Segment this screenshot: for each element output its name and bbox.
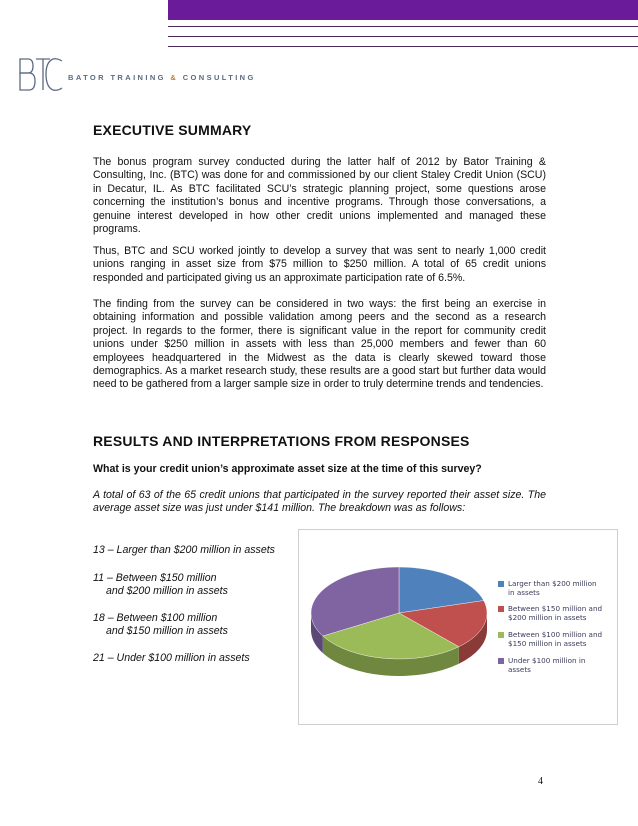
asset-size-pie-chart — [298, 529, 618, 725]
legend-label-line: Under $100 million in — [508, 656, 586, 665]
executive-summary-heading: EXECUTIVE SUMMARY — [93, 122, 252, 138]
legend-label-line: assets — [508, 665, 531, 674]
company-name-part2: CONSULTING — [182, 73, 256, 82]
executive-summary-paragraph-2: Thus, BTC and SCU worked jointly to develop a survey that was sent to nearly 1,000 credit unions ranging in asset size from $75 million to $250 million. A total of 65 credit unions responded and participated giving us an approximate participation rate of 6.5%. — [93, 245, 546, 284]
breakdown-item — [93, 544, 275, 557]
btc-logo-mark — [18, 56, 64, 96]
breakdown-line: 11 – Between $150 million — [93, 572, 217, 584]
breakdown-line: 21 – Under $100 million in assets — [93, 652, 250, 664]
breakdown-item — [93, 612, 228, 639]
executive-summary-paragraph-3: The finding from the survey can be considered in two ways: the first being an exercise in obtaining information and possible validation among peers and the second as a research project. In regards to the former, there is significant value in the report for community credit unions under $250 million in assets with less than 25,000 members and fewer than 60 employees headquartered in the Midwest as the data is clearly skewed toward those demographics. As a market research study, these results are a good start but further data would need to be gathered from a larger sample size in order to truly determine trends and tendencies. — [93, 298, 546, 391]
breakdown-line: 18 – Between $100 million — [93, 612, 218, 624]
results-intro: A total of 63 of the 65 credit unions that participated in the survey reported their asset size. The average asset size was just under $141 million. The breakdown was as follows: — [93, 489, 546, 515]
executive-summary-paragraph-1: The bonus program survey conducted during the latter half of 2012 by Bator Training & Consulting, Inc. (BTC) was done for and commissioned by our client Staley Credit Union (SCU) in Decatur, IL. As BTC facilitated SCU’s strategic planning project, some questions arose concerning the institution’s bonus and incentive programs. Through those conversations, a genuine interest developed in how other credit unions implemented and managed these programs. — [93, 156, 546, 236]
results-section — [93, 433, 546, 449]
breakdown-line-continued: and $200 million in assets — [106, 585, 228, 598]
breakdown-line: 13 – Larger than $200 million in assets — [93, 544, 275, 556]
breakdown-item — [93, 652, 250, 665]
company-name-part1: BATOR TRAINING — [68, 73, 166, 82]
survey-question: What is your credit union’s approximate asset size at the time of this survey? — [93, 463, 482, 475]
header-rule-3 — [168, 46, 638, 47]
legend-swatch — [498, 632, 504, 638]
legend-label-line: Larger than $200 million — [508, 579, 597, 588]
legend-label — [508, 579, 613, 597]
legend-label-line: $150 million in assets — [508, 639, 587, 648]
pie-chart-plot — [299, 530, 499, 724]
header-color-bar — [168, 0, 638, 20]
legend-swatch — [498, 581, 504, 587]
executive-summary-paragraph-2-container — [93, 245, 546, 285]
legend-label — [508, 630, 613, 648]
legend-swatch — [498, 606, 504, 612]
breakdown-line-continued: and $150 million in assets — [106, 625, 228, 638]
results-heading: RESULTS AND INTERPRETATIONS FROM RESPONSES — [93, 433, 470, 449]
legend-label-line: $200 million in assets — [508, 613, 587, 622]
legend-label-line: in assets — [508, 588, 540, 597]
legend-label — [508, 604, 613, 622]
legend-swatch — [498, 658, 504, 664]
breakdown-item — [93, 572, 228, 599]
legend-label-line: Between $100 million and — [508, 630, 603, 639]
page-number: 4 — [538, 776, 543, 787]
executive-summary-paragraph-3-container — [93, 298, 546, 392]
results-intro-container — [93, 489, 546, 516]
legend-label-line: Between $150 million and — [508, 604, 603, 613]
header-rule-1 — [168, 26, 638, 27]
legend-label — [508, 656, 613, 674]
company-name-ampersand: & — [170, 73, 179, 82]
executive-summary-paragraph-1-container — [93, 156, 546, 236]
executive-summary-section — [93, 122, 546, 138]
company-name — [68, 73, 256, 82]
header-rule-2 — [168, 36, 638, 37]
